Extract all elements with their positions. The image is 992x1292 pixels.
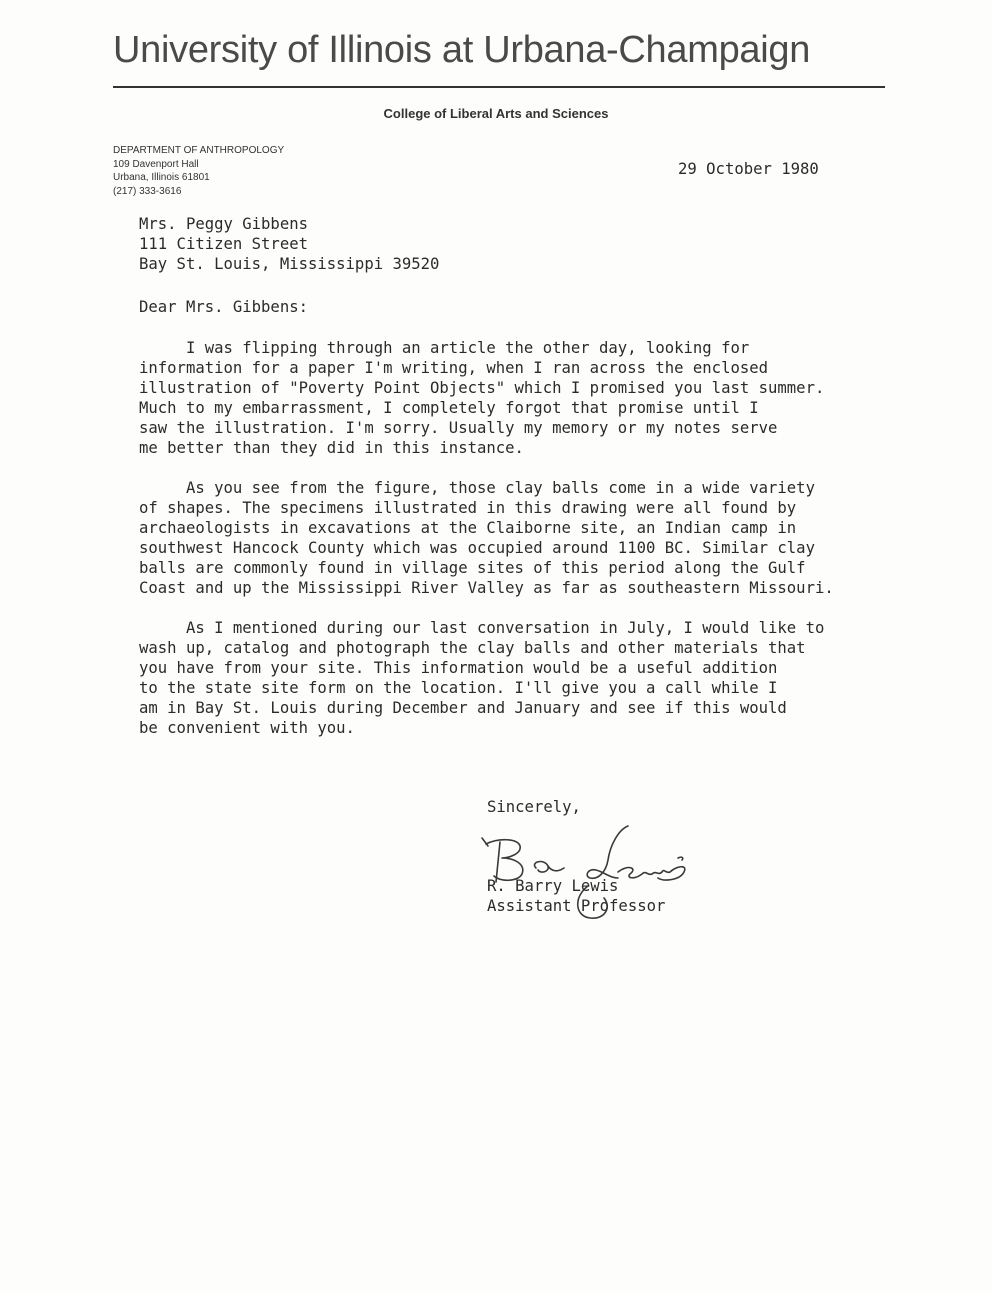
paragraph-line: information for a paper I'm writing, when I ran across the enclosed: [139, 359, 769, 377]
recipient-city: Bay St. Louis, Mississippi 39520: [139, 255, 440, 273]
body-paragraph-3: [139, 618, 824, 738]
paragraph-line: balls are commonly found in village sites of this period along the Gulf: [139, 559, 806, 577]
salutation: Dear Mrs. Gibbens:: [139, 298, 308, 316]
paragraph-line: southwest Hancock County which was occupied around 1100 BC. Similar clay: [139, 539, 815, 557]
paragraph-line: you have from your site. This information would be a useful addition: [139, 659, 778, 677]
department-name: DEPARTMENT OF ANTHROPOLOGY: [113, 145, 285, 156]
paragraph-line: Coast and up the Mississippi River Valley as far as southeastern Missouri.: [139, 579, 834, 597]
signer-title: Assistant Professor: [487, 897, 666, 915]
paragraph-line: am in Bay St. Louis during December and January and see if this would: [139, 699, 787, 717]
signer-block: [487, 876, 665, 916]
recipient-address: [139, 214, 439, 274]
paragraph-line: saw the illustration. I'm sorry. Usually my memory or my notes serve: [139, 419, 778, 437]
paragraph-line: As you see from the figure, those clay balls come in a wide variety: [139, 479, 815, 497]
department-city: Urbana, Illinois 61801: [113, 172, 210, 183]
department-address-block: [113, 144, 284, 198]
paragraph-line: As I mentioned during our last conversation in July, I would like to: [139, 619, 825, 637]
university-name: University of Illinois at Urbana-Champaign: [113, 29, 811, 71]
department-street: 109 Davenport Hall: [113, 158, 199, 170]
paragraph-line: be convenient with you.: [139, 719, 355, 737]
closing: Sincerely,: [487, 798, 581, 816]
paragraph-line: Much to my embarrassment, I completely forgot that promise until I: [139, 399, 759, 417]
body-paragraph-2: [139, 478, 834, 598]
body-paragraph-1: [139, 338, 824, 458]
header-rule: [113, 86, 885, 88]
recipient-name: Mrs. Peggy Gibbens: [139, 215, 308, 233]
college-name: College of Liberal Arts and Sciences: [383, 106, 609, 121]
paragraph-line: of shapes. The specimens illustrated in this drawing were all found by: [139, 499, 797, 517]
recipient-street: 111 Citizen Street: [139, 235, 308, 253]
paragraph-line: archaeologists in excavations at the Claiborne site, an Indian camp in: [139, 519, 797, 537]
paragraph-line: I was flipping through an article the other day, looking for: [139, 339, 750, 357]
signer-name: R. Barry Lewis: [487, 877, 619, 895]
paragraph-line: wash up, catalog and photograph the clay balls and other materials that: [139, 639, 806, 657]
department-phone: (217) 333-3616: [113, 185, 182, 197]
letter-date: 29 October 1980: [678, 160, 819, 178]
paragraph-line: illustration of "Poverty Point Objects" which I promised you last summer.: [139, 379, 825, 397]
paragraph-line: to the state site form on the location. I'll give you a call while I: [139, 679, 778, 697]
paragraph-line: me better than they did in this instance.: [139, 439, 524, 457]
